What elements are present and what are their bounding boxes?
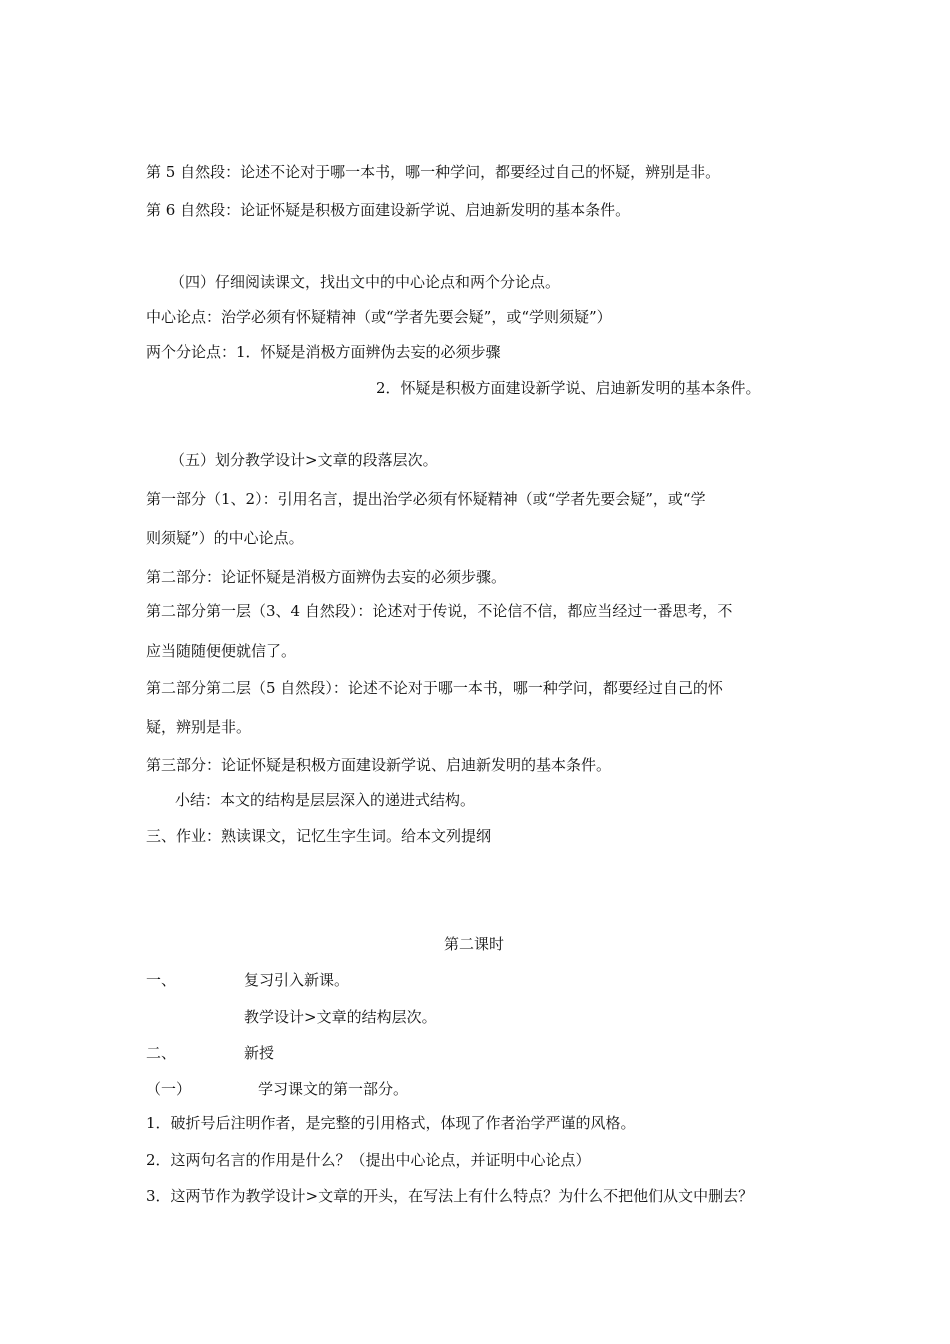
item-1-text: 复习引入新课。 xyxy=(244,971,350,989)
sub-argument-2: 2．怀疑是积极方面建设新学说、启迪新发明的基本条件。 xyxy=(376,379,761,397)
question-3: 3．这两节作为教学设计>文章的开头，在写法上有什么特点？为什么不把他们从文中删去？ xyxy=(146,1187,754,1205)
paragraph-6-summary: 第 6 自然段：论证怀疑是积极方面建设新学说、启迪新发明的基本条件。 xyxy=(146,201,631,219)
item-1-marker: 一、 xyxy=(146,971,177,989)
part-2-layer-2-line-1: 第二部分第二层（5 自然段）：论述不论对于哪一本书，哪一种学问，都要经过自己的怀 xyxy=(146,679,723,697)
item-2-text: 新授 xyxy=(244,1044,275,1062)
part-3-summary: 第三部分：论证怀疑是积极方面建设新学说、启迪新发明的基本条件。 xyxy=(146,756,612,774)
part-1-line-1: 第一部分（1、2）：引用名言，提出治学必须有怀疑精神（或“学者先要会疑”，或“学 xyxy=(146,490,706,508)
question-2: 2．这两句名言的作用是什么？（提出中心论点，并证明中心论点） xyxy=(146,1151,591,1169)
sub-argument-1: 两个分论点：1．怀疑是消极方面辨伪去妄的必须步骤 xyxy=(146,343,501,361)
part-2-layer-1-line-1: 第二部分第一层（3、4 自然段）：论述对于传说，不论信不信，都应当经过一番思考，不 xyxy=(146,602,733,620)
part-1-line-2: 则须疑”）的中心论点。 xyxy=(146,529,304,547)
lesson-2-title: 第二课时 xyxy=(444,935,505,953)
item-1-detail: 教学设计>文章的结构层次。 xyxy=(244,1008,437,1026)
section-4-heading: （四）仔细阅读课文，找出文中的中心论点和两个分论点。 xyxy=(170,273,561,291)
part-2-layer-1-line-2: 应当随随便便就信了。 xyxy=(146,642,297,660)
subitem-1-text: 学习课文的第一部分。 xyxy=(258,1080,409,1098)
item-2-marker: 二、 xyxy=(146,1044,177,1062)
part-2-summary: 第二部分：论证怀疑是消极方面辨伪去妄的必须步骤。 xyxy=(146,568,507,586)
section-5-heading: （五）划分教学设计>文章的段落层次。 xyxy=(170,451,438,469)
homework: 三、作业：熟读课文，记忆生字生词。给本文列提纲 xyxy=(146,827,492,845)
subitem-1-marker: （一） xyxy=(146,1080,192,1098)
central-argument: 中心论点：治学必须有怀疑精神（或“学者先要会疑”，或“学则须疑”） xyxy=(146,308,612,326)
structure-summary: 小结：本文的结构是层层深入的递进式结构。 xyxy=(175,791,476,809)
question-1: 1．破折号后注明作者，是完整的引用格式，体现了作者治学严谨的风格。 xyxy=(146,1114,636,1132)
part-2-layer-2-line-2: 疑，辨别是非。 xyxy=(146,718,252,736)
paragraph-5-summary: 第 5 自然段：论述不论对于哪一本书，哪一种学问，都要经过自己的怀疑，辨别是非。 xyxy=(146,163,721,181)
